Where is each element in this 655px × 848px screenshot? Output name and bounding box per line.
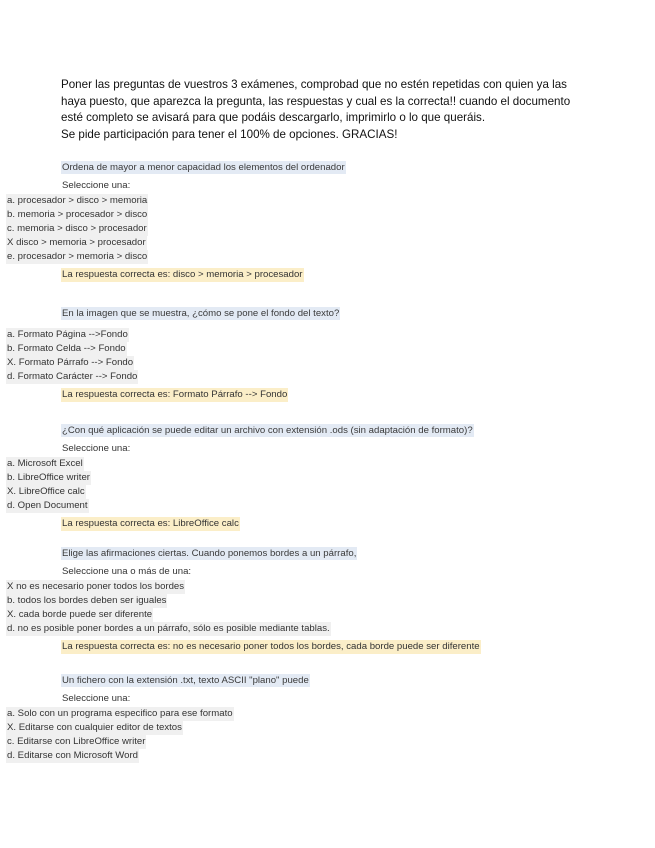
option-item: b. todos los bordes deben ser iguales (7, 595, 167, 606)
option-item: a. Solo con un programa especifico para ese formato (7, 708, 233, 719)
option-item: d. Formato Carácter --> Fondo (7, 371, 138, 382)
option-item: X disco > memoria > procesador (7, 237, 146, 248)
question-hint: Seleccione una: (62, 443, 131, 454)
option-item: X. cada borde puede ser diferente (7, 609, 153, 620)
option-item: c. memoria > disco > procesador (7, 223, 147, 234)
options-list (0, 328, 655, 384)
option-item: X. Editarse con cualquier editor de textos (7, 722, 182, 733)
option-item: a. Formato Página -->Fondo (7, 329, 128, 340)
option-item: X. LibreOffice calc (7, 486, 85, 497)
question-hint: Seleccione una: (62, 693, 131, 704)
question-block (0, 303, 655, 402)
option-item: a. procesador > disco > memoria (7, 195, 148, 206)
correct-answer: La respuesta correcta es: Formato Párrafo --> Fondo (62, 389, 288, 400)
option-item: e. procesador > memoria > disco (7, 251, 148, 262)
option-item: b. Formato Celda --> Fondo (7, 343, 126, 354)
options-list (0, 194, 655, 264)
question-text: Un fichero con la extensión .txt, texto ASCII "plano" puede (62, 675, 309, 686)
intro-line: Poner las preguntas de vuestros 3 exámenes, comprobad que no estén repetidas con quien ya las (61, 78, 567, 91)
question-block (0, 420, 655, 531)
correct-answer: La respuesta correcta es: no es necesario poner todos los bordes, cada borde puede ser diferente (62, 641, 480, 652)
options-list (0, 707, 655, 763)
correct-answer: La respuesta correcta es: disco > memoria > procesador (62, 269, 303, 280)
question-block (0, 157, 655, 282)
question-hint: Seleccione una: (62, 180, 131, 191)
option-item: b. LibreOffice writer (7, 472, 90, 483)
option-item: d. no es posible poner bordes a un párrafo, sólo es posible mediante tablas. (7, 623, 330, 634)
option-item: b. memoria > procesador > disco (7, 209, 148, 220)
option-item: X. Formato Párrafo --> Fondo (7, 357, 134, 368)
option-item: d. Editarse con Microsoft Word (7, 750, 138, 761)
correct-answer: La respuesta correcta es: LibreOffice calc (62, 518, 239, 529)
option-item: d. Open Document (7, 500, 88, 511)
intro-paragraph (61, 77, 621, 143)
question-text: Elige las afirmaciones ciertas. Cuando ponemos bordes a un párrafo, (62, 548, 357, 559)
question-text: En la imagen que se muestra, ¿cómo se pone el fondo del texto? (62, 308, 340, 319)
question-hint: Seleccione una o más de una: (62, 566, 192, 577)
question-text: Ordena de mayor a menor capacidad los elementos del ordenador (62, 162, 345, 173)
intro-line: haya puesto, que aparezca la pregunta, las respuestas y cual es la correcta!! cuando el documento (61, 94, 571, 108)
option-item: a. Microsoft Excel (7, 458, 83, 469)
intro-line: esté completo se avisará para que podáis descargarlo, imprimirlo o lo que queráis. (61, 111, 486, 124)
question-block (0, 543, 655, 654)
question-block (0, 670, 655, 763)
question-text: ¿Con qué aplicación se puede editar un archivo con extensión .ods (sin adaptación de formato)? (62, 425, 473, 436)
option-item: X no es necesario poner todos los bordes (7, 581, 185, 592)
intro-line: Se pide participación para tener el 100% de opciones. GRACIAS! (61, 127, 398, 141)
options-list (0, 457, 655, 513)
option-item: c. Editarse con LibreOffice writer (7, 736, 146, 747)
options-list (0, 580, 655, 636)
